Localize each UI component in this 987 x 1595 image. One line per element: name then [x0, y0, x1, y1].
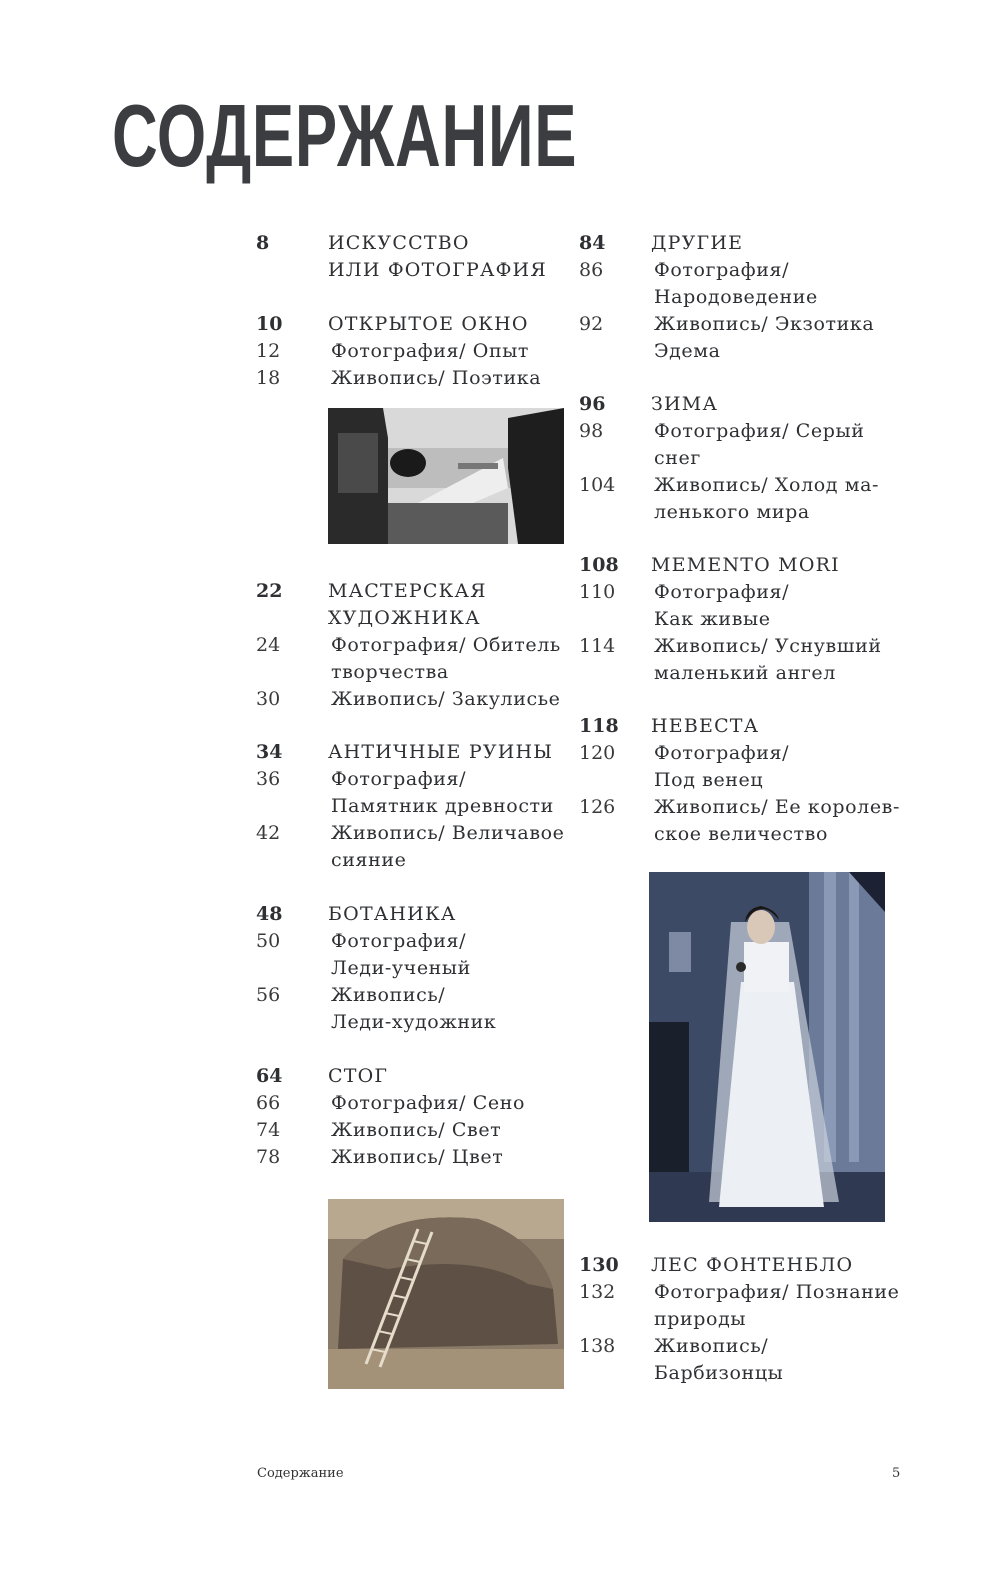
entry-page-number: 42 [256, 822, 281, 844]
toc-entry[interactable] [579, 633, 919, 660]
entry-page-number: 98 [579, 420, 604, 442]
section-title: БОТАНИКА [328, 903, 457, 925]
entry-title: Живопись/ Ее королев- [654, 796, 900, 818]
toc-entry[interactable] [256, 982, 576, 1009]
entry-page-number: 110 [579, 581, 616, 603]
entry-title: Фотография/ [654, 259, 790, 281]
entry-title: Фотография/ Познание [654, 1281, 900, 1303]
entry-page-number: 86 [579, 259, 604, 281]
entry-title-continued: маленький ангел [654, 662, 836, 684]
toc-section [579, 552, 919, 687]
entry-title: Фотография/ Опыт [331, 340, 530, 362]
haystack-photo [328, 1199, 564, 1389]
section-heading[interactable] [579, 552, 919, 579]
entry-title-continued: ленького мира [654, 501, 810, 523]
section-heading[interactable] [579, 1252, 919, 1279]
section-title: АНТИЧНЫЕ РУИНЫ [328, 741, 554, 763]
toc-entry[interactable] [579, 794, 919, 821]
toc-section [256, 901, 576, 1036]
section-page-number: 8 [256, 232, 270, 254]
toc-entry[interactable] [579, 579, 919, 606]
entry-title: Фотография/ [331, 768, 467, 790]
toc-section [256, 311, 576, 392]
entry-title: Живопись/ Величавое [331, 822, 565, 844]
entry-title-continued: Леди-художник [331, 1011, 497, 1033]
entry-page-number: 56 [256, 984, 281, 1006]
entry-title-continued: Леди-ученый [331, 957, 471, 979]
page-number: 5 [892, 1466, 901, 1481]
entry-title-continued: снег [654, 447, 701, 469]
entry-title: Живопись/ Свет [331, 1119, 502, 1141]
section-heading[interactable] [579, 713, 919, 740]
toc-section [256, 230, 576, 284]
section-page-number: 48 [256, 903, 283, 925]
section-title: ДРУГИЕ [651, 232, 744, 254]
entry-page-number: 50 [256, 930, 281, 952]
entry-page-number: 114 [579, 635, 616, 657]
toc-entry[interactable] [256, 1144, 576, 1171]
section-page-number: 130 [579, 1254, 619, 1276]
entry-page-number: 138 [579, 1335, 616, 1357]
entry-title: Фотография/ [331, 930, 467, 952]
toc-entry[interactable] [256, 365, 576, 392]
entry-title-continued: природы [654, 1308, 747, 1330]
entry-page-number: 126 [579, 796, 616, 818]
toc-entry[interactable] [579, 257, 919, 284]
entry-title-continued: Барбизонцы [654, 1362, 784, 1384]
entry-title: Фотография/ Серый [654, 420, 865, 442]
entry-page-number: 74 [256, 1119, 281, 1141]
entry-title: Живопись/ Цвет [331, 1146, 504, 1168]
page-title: СОДЕРЖАНИЕ [112, 86, 578, 185]
section-title: НЕВЕСТА [651, 715, 760, 737]
toc-entry[interactable] [256, 928, 576, 955]
section-title: ЛЕС ФОНТЕНБЛО [651, 1254, 854, 1276]
toc-entry[interactable] [579, 1333, 919, 1360]
entry-page-number: 66 [256, 1092, 281, 1114]
entry-page-number: 36 [256, 768, 281, 790]
toc-section [256, 1063, 576, 1171]
entry-title: Живопись/ Экзотика [654, 313, 875, 335]
toc-section [579, 230, 919, 365]
section-heading[interactable] [579, 230, 919, 257]
entry-page-number: 78 [256, 1146, 281, 1168]
entry-title: Живопись/ [331, 984, 446, 1006]
section-heading[interactable] [256, 901, 576, 928]
toc-right-column [579, 230, 919, 1413]
section-heading[interactable] [579, 391, 919, 418]
toc-entry[interactable] [579, 1279, 919, 1306]
section-page-number: 10 [256, 313, 283, 335]
section-heading[interactable] [256, 578, 576, 605]
section-heading[interactable] [256, 230, 576, 257]
open-window-photo [328, 408, 564, 544]
toc-entry[interactable] [579, 740, 919, 767]
entry-title-continued: творчества [331, 661, 449, 683]
section-title: MEMENTO MORI [651, 554, 840, 576]
section-page-number: 64 [256, 1065, 283, 1087]
entry-title: Фотография/ Сено [331, 1092, 526, 1114]
entry-title-continued: Эдема [654, 340, 721, 362]
entry-title: Живопись/ Закулисье [331, 688, 561, 710]
section-heading[interactable] [256, 311, 576, 338]
entry-title-continued: Народоведение [654, 286, 818, 308]
section-page-number: 34 [256, 741, 283, 763]
section-title-continued: ИЛИ ФОТОГРАФИЯ [328, 259, 547, 281]
entry-title: Живопись/ Уснувший [654, 635, 882, 657]
entry-page-number: 18 [256, 367, 281, 389]
toc-entry[interactable] [579, 472, 919, 499]
entry-page-number: 104 [579, 474, 616, 496]
section-page-number: 108 [579, 554, 619, 576]
entry-title-continued: Как живые [654, 608, 771, 630]
entry-title: Живопись/ [654, 1335, 769, 1357]
toc-section [256, 739, 576, 874]
toc-entry[interactable] [256, 1117, 576, 1144]
entry-page-number: 132 [579, 1281, 616, 1303]
entry-title-continued: ское величество [654, 823, 829, 845]
toc-section [256, 578, 576, 713]
bride-photo [649, 872, 885, 1222]
entry-title: Фотография/ Обитель [331, 634, 561, 656]
toc-section [579, 391, 919, 526]
entry-page-number: 30 [256, 688, 281, 710]
footer-section-label: Содержание [257, 1466, 344, 1481]
toc-entry[interactable] [256, 686, 576, 713]
section-title: СТОГ [328, 1065, 389, 1087]
section-title-continued: ХУДОЖНИКА [328, 607, 481, 629]
entry-title: Фотография/ [654, 581, 790, 603]
toc-section [579, 713, 919, 848]
section-title: МАСТЕРСКАЯ [328, 580, 487, 602]
entry-title: Живопись/ Поэтика [331, 367, 542, 389]
section-title: ИСКУССТВО [328, 232, 470, 254]
section-page-number: 84 [579, 232, 606, 254]
entry-page-number: 12 [256, 340, 281, 362]
entry-title-continued: сияние [331, 849, 407, 871]
toc-entry[interactable] [256, 1090, 576, 1117]
entry-title: Фотография/ [654, 742, 790, 764]
section-title: ОТКРЫТОЕ ОКНО [328, 313, 529, 335]
section-title: ЗИМА [651, 393, 719, 415]
entry-title-continued: Памятник древности [331, 795, 554, 817]
entry-page-number: 92 [579, 313, 604, 335]
entry-title: Живопись/ Холод ма- [654, 474, 880, 496]
toc-entry[interactable] [256, 766, 576, 793]
toc-left-column [256, 230, 576, 1415]
entry-page-number: 120 [579, 742, 616, 764]
toc-entry[interactable] [579, 418, 919, 445]
toc-section [579, 1252, 919, 1387]
toc-entry[interactable] [256, 820, 576, 847]
entry-page-number: 24 [256, 634, 281, 656]
section-heading[interactable] [256, 1063, 576, 1090]
section-heading[interactable] [256, 739, 576, 766]
toc-entry[interactable] [256, 338, 576, 365]
section-page-number: 22 [256, 580, 283, 602]
toc-entry[interactable] [579, 311, 919, 338]
entry-title-continued: Под венец [654, 769, 764, 791]
section-page-number: 118 [579, 715, 619, 737]
toc-entry[interactable] [256, 632, 576, 659]
section-page-number: 96 [579, 393, 606, 415]
